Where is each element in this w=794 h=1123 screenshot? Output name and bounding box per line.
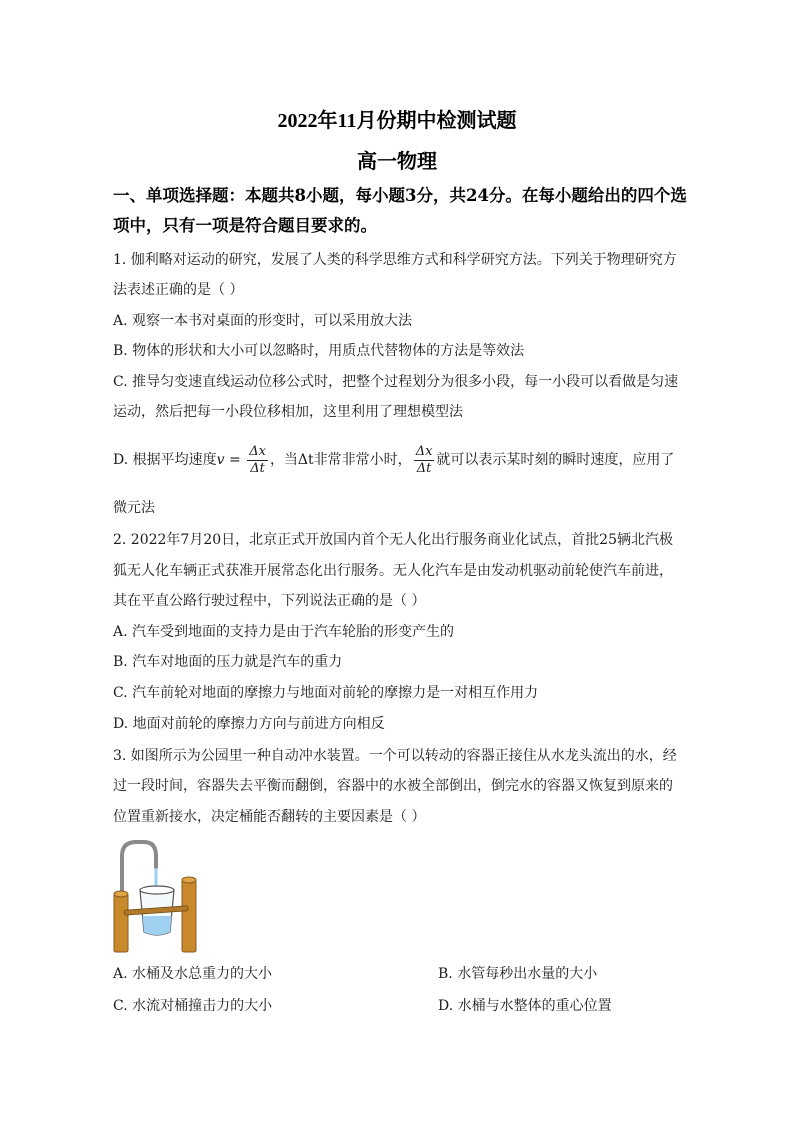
q1-option-c-line-1: C. 推导匀变速直线运动位移公式时，把整个过程划分为很多小段，每一小段可以看做是匀速 [113,374,679,390]
left-wooden-post [114,894,128,952]
q3-stem-line-3: 位置重新接水，决定桶能否翻转的主要因素是（ ） [113,809,426,825]
q1-option-d-prefix: D. 根据平均速度 [113,452,217,468]
section-heading-line-1: 一、单项选择题：本题共8小题，每小题3分，共24分。在每小题给出的四个选 [113,186,687,205]
q3-option-a: A. 水桶及水总重力的大小 [113,966,273,982]
right-wooden-post [182,880,196,952]
q1-option-d-line-1 [113,440,693,480]
q3-option-b: B. 水管每秒出水量的大小 [438,966,598,982]
bucket-water [143,916,172,935]
equals-sign: = [224,452,246,468]
fraction-denominator: Δt [416,460,432,476]
q2-option-c: C. 汽车前轮对地面的摩擦力与地面对前轮的摩擦力是一对相互作用力 [113,685,539,701]
q3-stem-line-2: 过一段时间，容器失去平衡而翻倒，容器中的水被全部倒出，倒完水的容器又恢复到原来的 [113,778,673,794]
q1-option-d-middle: ，当Δt非常非常小时， [269,452,412,468]
q1-option-c-line-2: 运动，然后把每一小段位移相加，这里利用了理想模型法 [113,404,463,420]
bucket-rim [140,886,174,894]
exam-subject: 高一物理 [357,151,437,173]
q3-stem-line-1: 3. 如图所示为公园里一种自动冲水装置。一个可以转动的容器正接住从水龙头流出的水，经 [113,748,677,764]
q3-option-c: C. 水流对桶撞击力的大小 [113,998,273,1014]
left-post-top [114,891,128,897]
q2-option-a: A. 汽车受到地面的支持力是由于汽车轮胎的形变产生的 [113,624,455,640]
q2-stem-line-2: 狐无人化车辆正式获准开展常态化出行服务。无人化汽车是由发动机驱动前轮使汽车前进， [113,563,673,579]
q1-option-a: A. 观察一本书对桌面的形变时，可以采用放大法 [113,313,413,329]
q2-stem-line-1: 2. 2022年7月20日，北京正式开放国内首个无人化出行服务商业化试点，首批25辆北汽极 [113,532,673,548]
ratio-fraction [414,444,435,477]
water-bucket-device-icon [110,838,210,954]
q1-option-b: B. 物体的形状和大小可以忽略时，用质点代替物体的方法是等效法 [113,343,525,359]
section-heading-line-2: 项中，只有一项是符合题目要求的。 [113,216,377,235]
fraction-numerator: Δx [249,443,266,459]
q3-option-d: D. 水桶与水整体的重心位置 [438,998,612,1014]
q1-option-d-suffix: 就可以表示某时刻的瞬时速度，应用了 [436,452,675,468]
q2-stem-line-3: 其在平直公路行驶过程中，下列说法正确的是（ ） [113,593,426,609]
q1-option-d-line-2: 微元法 [113,500,155,516]
q1-stem-line-2: 法表述正确的是（ ） [113,282,244,298]
right-post-top [182,877,196,883]
velocity-symbol: v [216,452,225,468]
q2-option-b: B. 汽车对地面的压力就是汽车的重力 [113,654,343,670]
q2-option-d: D. 地面对前轮的摩擦力方向与前进方向相反 [113,716,385,732]
exam-title: 2022年11月份期中检测试题 [277,110,517,132]
q1-stem-line-1: 1. 伽利略对运动的研究，发展了人类的科学思维方式和科学研究方法。下列关于物理研究方 [113,252,677,268]
fraction-numerator: Δx [415,443,433,459]
water-bucket-device-figure [110,838,210,954]
fraction-denominator: Δt [250,460,265,476]
average-velocity-fraction [247,444,268,477]
